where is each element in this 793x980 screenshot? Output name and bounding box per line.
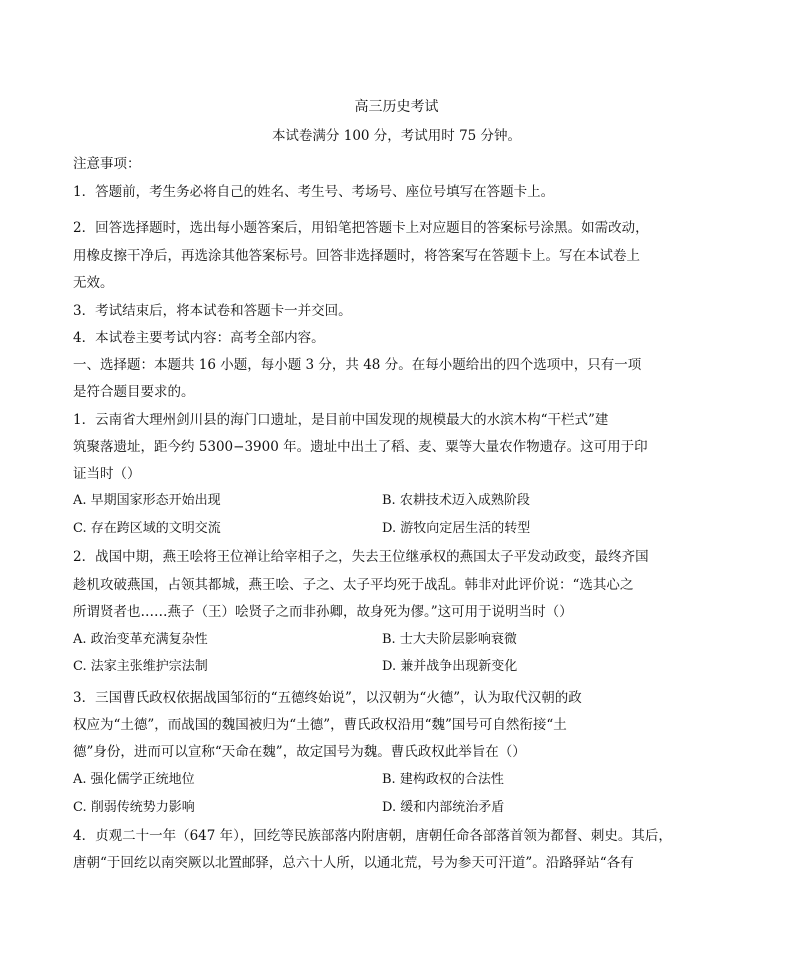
question-1-option-a: A. 早期国家形态开始出现 xyxy=(73,493,221,508)
section-heading-line-1: 一、选择题：本题共 16 小题，每小题 3 分，共 48 分。在每小题给出的四个选项中，只有一项 xyxy=(73,357,642,373)
question-2-line-2: 趁机攻破燕国，占领其都城，燕王哙、子之、太子平均死于战乱。韩非对此评价说：“选其心之 xyxy=(73,577,634,593)
question-3-line-2: 权应为“土德”，而战国的魏国被归为“土德”，曹氏政权沿用“魏”国号可自然衔接“土 xyxy=(73,717,567,733)
question-3-option-a: A. 强化儒学正统地位 xyxy=(73,772,195,787)
note-2-line-2: 用橡皮擦干净后，再选涂其他答案标号。回答非选择题时，将答案写在答题卡上。写在本试卷上 xyxy=(73,248,640,264)
question-1-option-b: B. 农耕技术迈入成熟阶段 xyxy=(382,493,530,508)
question-2-line-3: 所谓贤者也……燕子（王）哙贤子之而非孙卿，故身死为僇。”这可用于说明当时（） xyxy=(73,604,573,620)
page-title: 高三历史考试 xyxy=(354,99,439,115)
question-4-line-2: 唐朝“于回纥以南突厥以北置邮驿，总六十人所，以通北荒，号为参天可汗道”。沿路驿站“各有 xyxy=(73,855,634,871)
question-1-line-1: 1．云南省大理州剑川县的海门口遗址，是目前中国发现的规模最大的水滨木构“干栏式”建 xyxy=(73,412,609,428)
note-1: 1．答题前，考生务必将自己的姓名、考生号、考场号、座位号填写在答题卡上。 xyxy=(73,184,555,200)
page-subtitle: 本试卷满分 100 分，考试用时 75 分钟。 xyxy=(271,128,522,144)
question-1-line-3: 证当时（） xyxy=(73,466,141,482)
question-3-option-d: D. 缓和内部统治矛盾 xyxy=(382,800,505,815)
question-1-line-2: 筑聚落遗址，距今约 5300−3900 年。遗址中出土了稻、麦、粟等大量农作物遗存。这可用于印 xyxy=(73,439,648,455)
question-2-option-b: B. 士大夫阶层影响衰微 xyxy=(382,632,517,647)
question-4-line-1: 4．贞观二十一年（647 年），回纥等民族部落内附唐朝，唐朝任命各部落首领为都督、刺史。其后， xyxy=(73,828,672,844)
section-heading-line-2: 是符合题目要求的。 xyxy=(73,384,195,400)
question-2-option-a: A. 政治变革充满复杂性 xyxy=(73,632,208,647)
question-1-option-d: D. 游牧向定居生活的转型 xyxy=(382,521,531,536)
note-3: 3．考试结束后，将本试卷和答题卡一并交回。 xyxy=(73,303,352,319)
note-2-line-1: 2．回答选择题时，选出每小题答案后，用铅笔把答题卡上对应题目的答案标号涂黑。如需改动， xyxy=(73,220,649,236)
note-4: 4．本试卷主要考试内容：高考全部内容。 xyxy=(73,330,325,346)
question-2-line-1: 2．战国中期，燕王哙将王位禅让给宰相子之，失去王位继承权的燕国太子平发动政变，最终齐国 xyxy=(73,549,649,565)
question-3-option-b: B. 建构政权的合法性 xyxy=(382,772,504,787)
question-1-option-c: C. 存在跨区域的文明交流 xyxy=(73,521,221,536)
question-2-option-d: D. 兼并战争出现新变化 xyxy=(382,659,518,674)
question-3-line-3: 德”身份，进而可以宣称“天命在魏”，故定国号为魏。曹氏政权此举旨在（） xyxy=(73,744,526,760)
question-2-option-c: C. 法家主张维护宗法制 xyxy=(73,659,208,674)
question-3-option-c: C. 削弱传统势力影响 xyxy=(73,800,195,815)
notes-heading: 注意事项： xyxy=(73,156,141,172)
note-2-line-3: 无效。 xyxy=(73,275,114,291)
question-3-line-1: 3．三国曹氏政权依据战国邹衍的“五德终始说”，以汉朝为“火德”，认为取代汉朝的政 xyxy=(73,690,582,706)
